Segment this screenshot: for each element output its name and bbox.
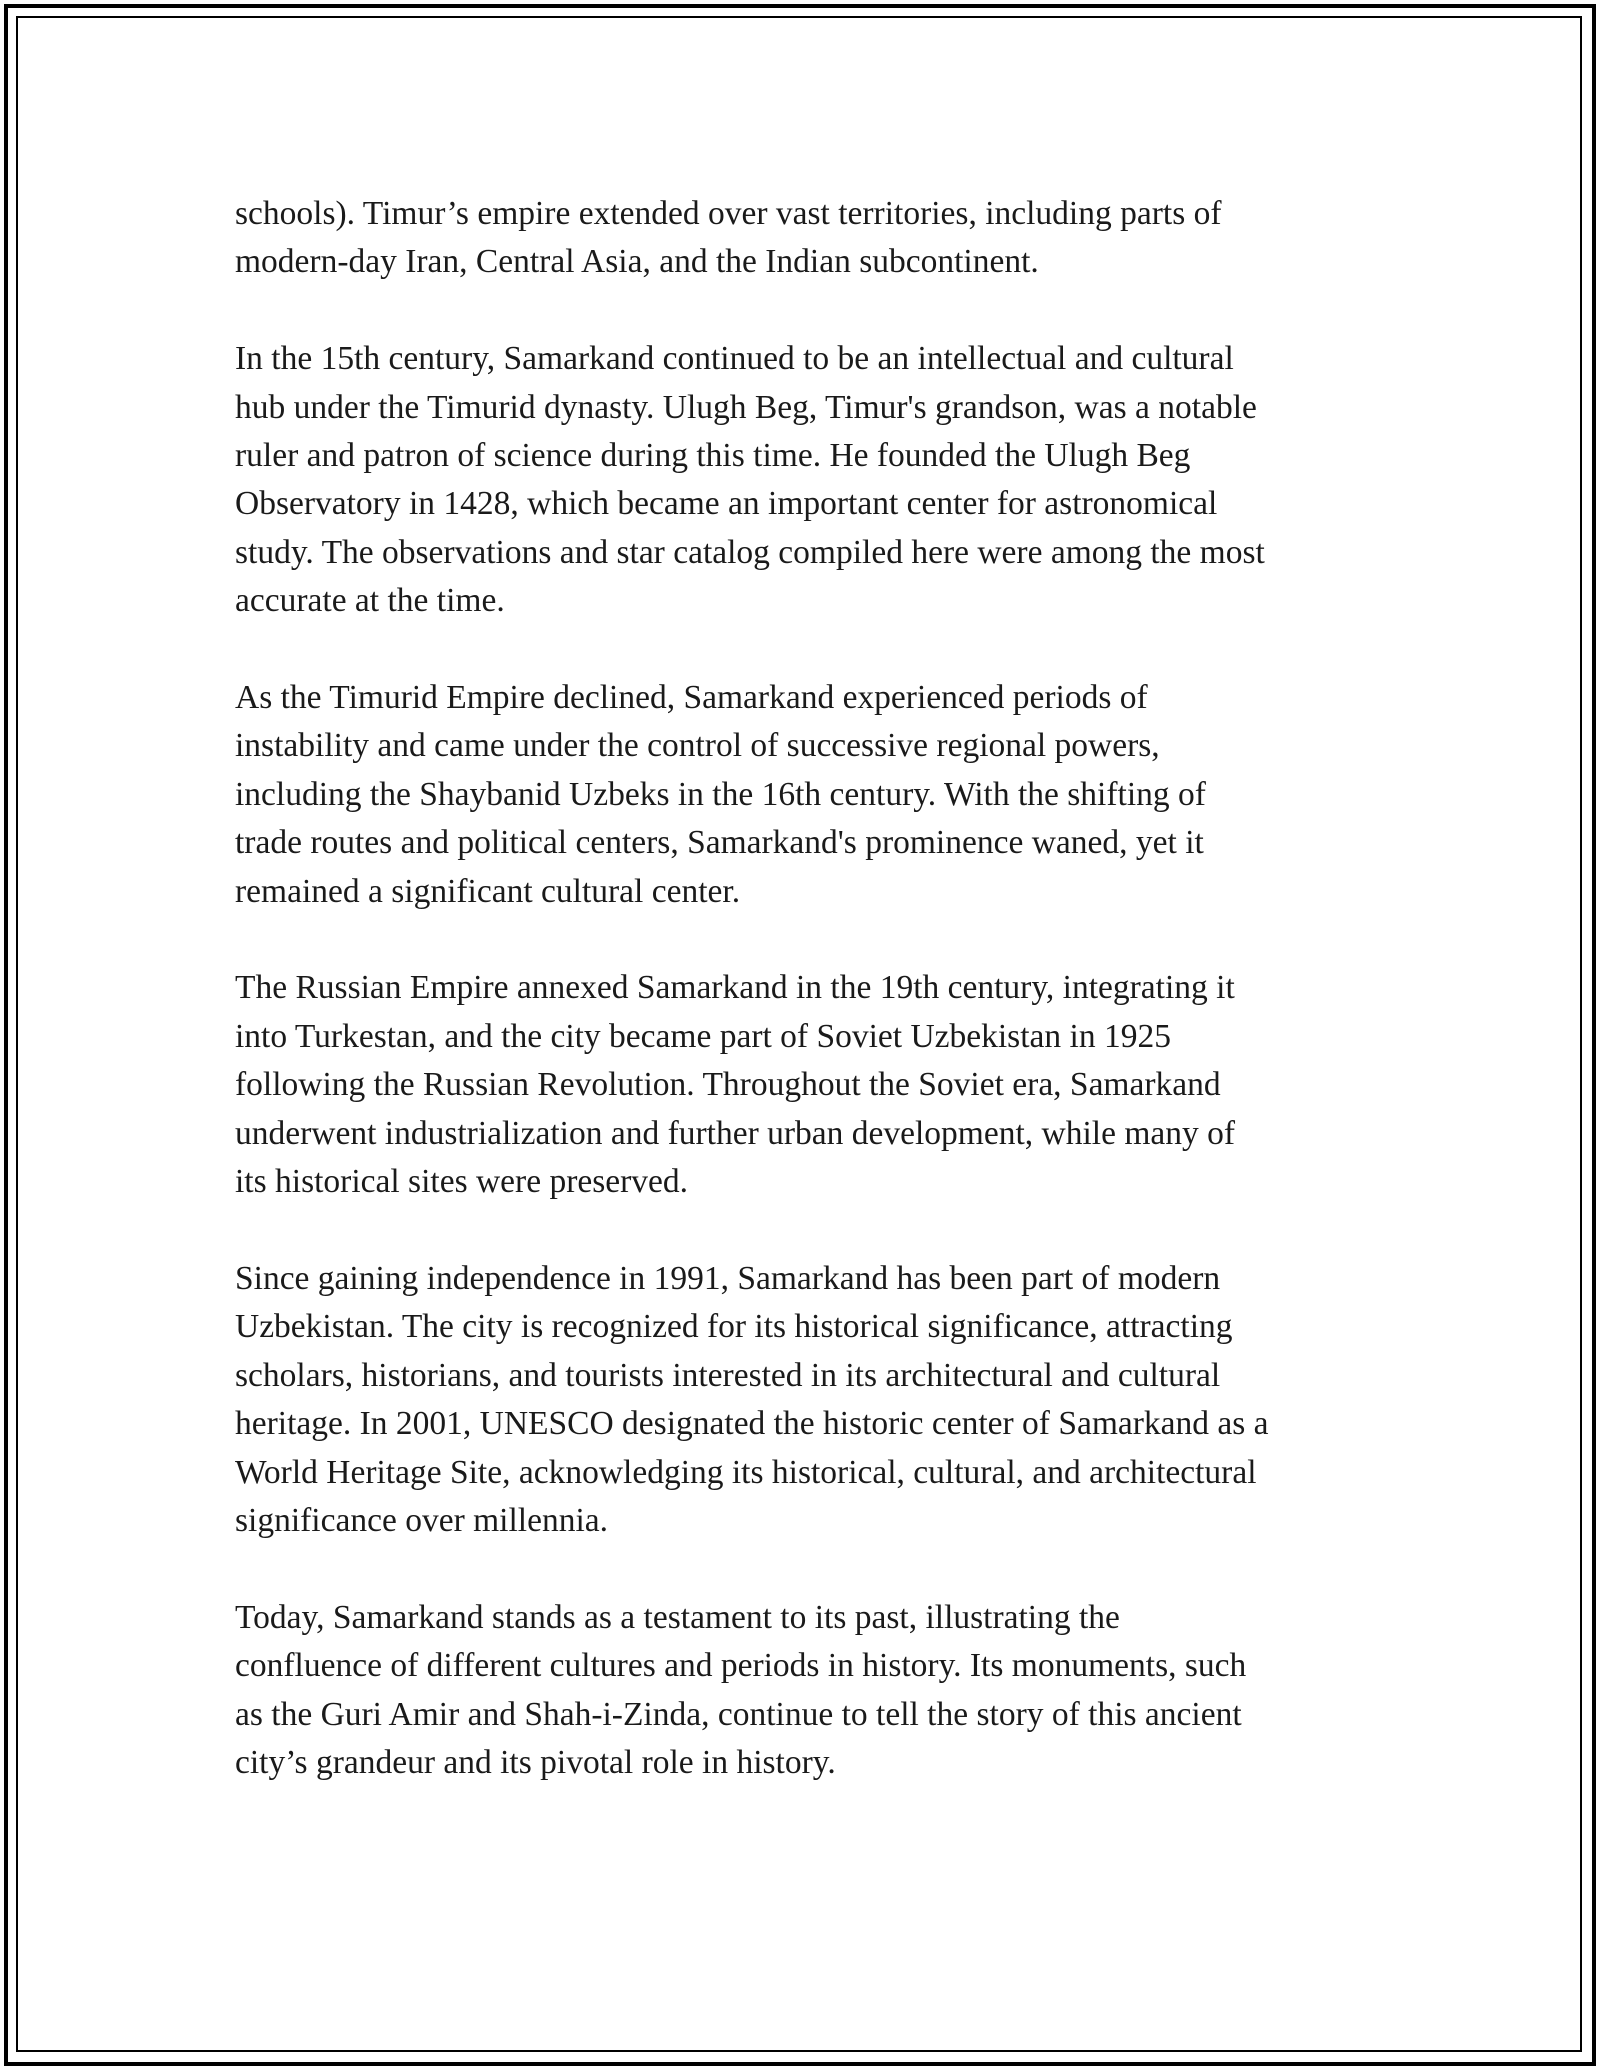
text-line: schools). Timur’s empire extended over vast territories, including parts of	[235, 195, 1222, 232]
text-line: accurate at the time.	[235, 582, 505, 620]
paragraph-15th-century	[235, 335, 1385, 625]
text-line: underwent industrialization and further urban development, while many of	[235, 1114, 1236, 1152]
text-line: The Russian Empire annexed Samarkand in the 19th century, integrating it	[235, 969, 1235, 1007]
text-line: trade routes and political centers, Samarkand's prominence waned, yet it	[235, 824, 1204, 862]
text-line: instability and came under the control of successive regional powers,	[235, 727, 1160, 765]
text-line: remained a significant cultural center.	[235, 872, 741, 910]
text-line: scholars, historians, and tourists interested in its architectural and cultural	[235, 1356, 1221, 1394]
text-line: Today, Samarkand stands as a testament to its past, illustrating the	[235, 1598, 1120, 1636]
text-line: ruler and patron of science during this time. He founded the Ulugh Beg	[235, 437, 1191, 475]
paragraph-timurid-decline	[235, 674, 1385, 916]
text-line: including the Shaybanid Uzbeks in the 16th century. With the shifting of	[235, 775, 1206, 813]
text-line: In the 15th century, Samarkand continued to be an intellectual and cultural	[235, 340, 1234, 378]
text-line: following the Russian Revolution. Throughout the Soviet era, Samarkand	[235, 1066, 1221, 1104]
text-line: hub under the Timurid dynasty. Ulugh Beg, Timur's grandson, was a notable	[235, 388, 1257, 426]
text-line: modern-day Iran, Central Asia, and the Indian subcontinent.	[235, 243, 1039, 281]
text-line: World Heritage Site, acknowledging its historical, cultural, and architectural	[235, 1453, 1257, 1491]
text-line: confluence of different cultures and periods in history. Its monuments, such	[235, 1647, 1247, 1685]
text-line: heritage. In 2001, UNESCO designated the historic center of Samarkand as a	[235, 1405, 1269, 1443]
text-line: its historical sites were preserved.	[235, 1163, 689, 1201]
paragraph-independence	[235, 1255, 1385, 1545]
text-line: city’s grandeur and its pivotal role in history.	[235, 1743, 836, 1781]
text-line: Uzbekistan. The city is recognized for its historical significance, attracting	[235, 1308, 1233, 1346]
paragraph-timur-empire	[235, 190, 1385, 287]
document-body	[235, 190, 1385, 1836]
text-line: study. The observations and star catalog compiled here were among the most	[235, 533, 1265, 571]
text-line: Observatory in 1428, which became an important center for astronomical	[235, 485, 1218, 523]
text-line: As the Timurid Empire declined, Samarkand experienced periods of	[235, 679, 1148, 717]
paragraph-russian-soviet-era	[235, 964, 1385, 1206]
text-line: into Turkestan, and the city became part of Soviet Uzbekistan in 1925	[235, 1017, 1171, 1055]
text-line: Since gaining independence in 1991, Samarkand has been part of modern	[235, 1259, 1221, 1297]
text-line: significance over millennia.	[235, 1501, 609, 1539]
text-line: as the Guri Amir and Shah-i-Zinda, continue to tell the story of this ancient	[235, 1695, 1242, 1733]
paragraph-today	[235, 1594, 1385, 1788]
